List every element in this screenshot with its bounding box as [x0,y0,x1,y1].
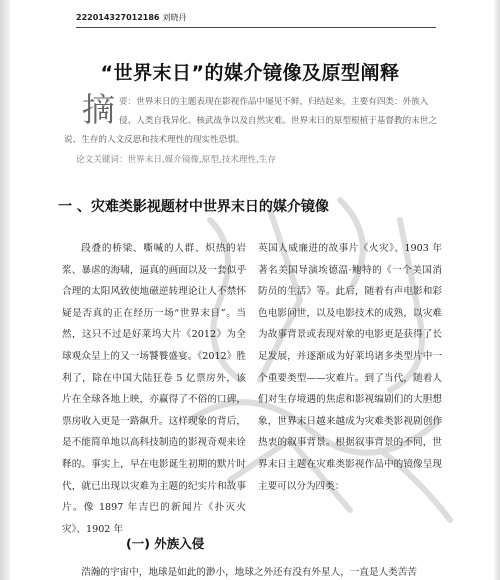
abstract-dropcap: 摘 [82,90,115,129]
page-edge-left [0,0,10,580]
abstract-label: 要： [119,97,137,107]
student-id: 222014327012186 [76,13,160,22]
section-heading: 一 、灾难类影视题材中世界末日的媒介镜像 [58,199,329,215]
page-header [76,12,436,28]
abstract [64,90,440,150]
body-column-left: 段叠的桥梁、嘶喊的人群、炽热的岩浆、暴虐的海啸，逼真的画面以及一套似乎合理的太阳风致使地磁逆转理论让人不禁怀疑是否真的正在经历一场“世界末日”。当然，这只不过是好莱坞大片《2012》为全球观众呈上的又一场饕餮盛宴。《2012》胜利了，除在中国大陆狂卷 5 亿票房外，该片在全球各地上映，亦赢得了不俗的口碑，票房收入更是一路飙升。这样现象的背后，是不能简单地以高科技制造的影视奇观来诠释的。事实上，早在电影诞生初期的默片时代，就已出现以灾难为主题的纪实片和故事片。像 1897 年吉巴的新闻片《扑灭火灾》、1902 年 [62,243,246,535]
abstract-text: 世界末日的主题表现在影视作品中屡见不鲜，归结起来，主要有四类：外族入侵、人类自我异化、核武战争以及自然灾难。世界末日的原型根植于基督教的末世之说、生存的人文反思和技术理性的现实性恐惧。 [64,97,437,145]
body-column-right: 英国人威廉进的故事片《火灾》、1903 年著名美国导演埃德温·鲍特的《一个美国消防员的生活》等。此后，随着有声电影和彩色电影问世，以及电影技术的成熟，以灾难为故事背景或表现对象的电影更是获得了长足发展，并逐渐成为好莱坞诸多类型片中一个重要类型——灾难片。到了当代，随着人们对生存境遇的焦虑和影视编剧们的大胆想象，世界末日越来越成为灾难类影视剧创作热衷的叙事背景。根据叙事背景的不同，世界末日主题在灾难类影视作品中的镜像呈现主要可以分为四类： [258,243,442,492]
keywords: 论文关键词：世界末日,媒介镜像,原型,技术理性,生存 [76,155,276,165]
student-name: 刘晓丹 [162,13,187,22]
subsection-heading: (一) 外族入侵 [126,536,205,551]
paper-title: “世界末日”的媒介镜像及原型阐释 [100,62,400,84]
page-edge-right [494,0,500,580]
body-paragraph-bottom: 浩瀚的宇宙中，地球是如此的渺小，地球之外还有没有外星人，一直是人类苦苦 [81,567,417,578]
